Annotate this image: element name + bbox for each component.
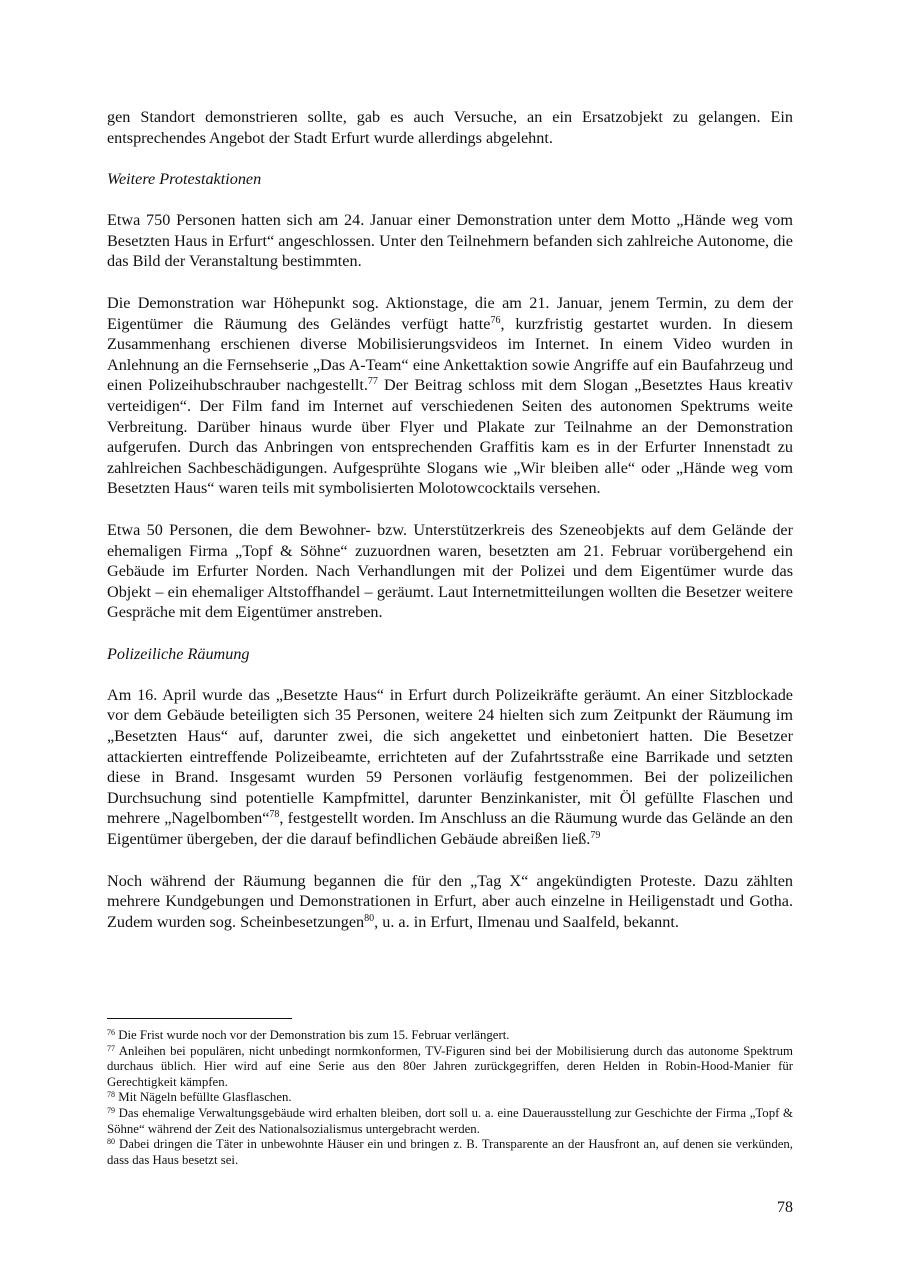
body-text <box>107 107 793 953</box>
footnote-ref-79: 79 <box>590 830 601 842</box>
footnote-80: $^{80}$ Dabei dringen die Täter in unbewohnte Häuser ein und bringen z. B. Transparente an der Hausfront an, auf denen sie verkünden, dass das Haus besetzt sei. <box>107 1137 793 1167</box>
section-heading-polizeiliche-raeumung: Polizeiliche Räumung <box>107 644 250 663</box>
paragraph-tag-x: Noch während der Räumung begannen die für den „Tag X“ angekündigten Proteste. Dazu zählten mehrere Kundgebungen und Demonstrationen in Erfurt, aber auch einzelne in Heiligenstadt und Gotha. Zudem wurden sog. Scheinbesetzungen$^{80}$, u. a. in Erfurt, Ilmenau und Saalfeld, bekannt. <box>107 871 793 931</box>
paragraph-demonstration: Etwa 750 Personen hatten sich am 24. Januar einer Demonstration unter dem Motto „Hände weg vom Besetzten Haus in Erfurt“ angeschlossen. Unter den Teilnehmern befanden sich zahlreiche Autonome, die das Bild der Veranstaltung bestimmten. <box>107 211 793 271</box>
footnote-number: 76 <box>107 1028 115 1037</box>
paragraph-aktionstage: Die Demonstration war Höhepunkt sog. Aktionstage, die am 21. Januar, jenem Termin, zu dem der Eigentümer die Räumung des Geländes verfügt hatte$^{76}$, kurzfristig gestartet wurden. In diesem Zusammenhang erschienen diverse Mobilisierungsvideos im Internet. In einem Video wurden in Anlehnung an die Fernsehserie „Das A-Team“ eine Ankettaktion sowie Angriffe auf ein Baufahrzeug und einen Polizeihubschrauber nachgestellt.$^{77}$ Der Beitrag schloss mit dem Slogan „Besetztes Haus kreativ verteidigen“. Der Film fand im Internet auf verschiedenen Seiten des autonomen Spektrums weite Verbreitung. Darüber hinaus wurde über Flyer und Plakate zur Teilnahme an der Demonstration aufgerufen. Durch das Anbringen von entsprechenden Graffitis kam es in der Erfurter Innenstadt zu zahlreichen Sachbeschädigungen. Aufgesprühte Slogans wie „Wir bleiben alle“ oder „Hände weg vom Besetzten Haus“ waren teils mit symbolisierten Molotowcocktails versehen. <box>107 293 793 498</box>
page-number: 78 <box>777 1199 793 1216</box>
footnote-77: $^{77}$ Anleihen bei populären, nicht unbedingt normkonformen, TV-Figuren sind bei der Mobilisierung durch das autonome Spektrum durchaus üblich. Hier wird auf eine Serie aus den 80er Jahren zurückgegriffen, deren Helden in Robin-Hood-Manier für Gerechtigkeit kämpfen. <box>107 1043 793 1089</box>
footnote-76: $^{76}$ Die Frist wurde noch vor der Demonstration bis zum 15. Februar verlängert. <box>107 1028 510 1042</box>
paragraph-raeumung: Am 16. April wurde das „Besetzte Haus“ in Erfurt durch Polizeikräfte geräumt. An einer Sitzblockade vor dem Gebäude beteiligten sich 35 Personen, weitere 24 hielten sich zum Zeitpunkt der Räumung im „Besetzten Haus“ auf, darunter zwei, die sich angekettet und einbetoniert hatten. Die Besetzer attackierten eintreffende Polizeibeamte, errichteten auf der Zufahrtsstraße eine Barrikade und setzten diese in Brand. Insgesamt wurden 59 Personen vorläufig festgenommen. Bei der polizeilichen Durchsuchung sind potentielle Kampfmittel, darunter Benzinkanister, mit Öl gefüllte Flaschen und mehrere „Nagelbomben“$^{78}$, festgestellt worden. Im Anschluss an die Räumung wurde das Gelände an den Eigentümer übergeben, der die darauf befindlichen Gebäude abreißen ließ.$^{79}$ <box>107 685 793 849</box>
footnote-number: 78 <box>107 1090 115 1100</box>
footnote-78: $^{78}$ Mit Nägeln befüllte Glasflaschen. <box>107 1090 292 1105</box>
footnote-79: $^{79}$ Das ehemalige Verwaltungsgebäude wird erhalten bleiben, dort soll u. a. eine Dauerausstellung zur Geschichte der Firma „Topf & Söhne“ während der Zeit des Nationalsozialismus untergebracht werden. <box>107 1105 793 1136</box>
footnotes <box>107 1018 793 1168</box>
footnote-number: 80 <box>107 1137 115 1147</box>
paragraph-intro: gen Standort demonstrieren sollte, gab es auch Versuche, an ein Ersatzobjekt zu gelangen. Ein entsprechendes Angebot der Stadt Erfurt wurde allerdings abgelehnt. <box>107 108 793 147</box>
paragraph-besetzung-norden: Etwa 50 Personen, die dem Bewohner- bzw. Unterstützerkreis des Szeneobjekts auf dem Gelände der ehemaligen Firma „Topf & Söhne“ zuzuordnen waren, besetzten am 21. Februar vorübergehend ein Gebäude im Erfurter Norden. Nach Verhandlungen mit der Polizei und dem Eigentümer wurde das Objekt – ein ehemaliger Altstoffhandel – geräumt. Laut Internetmitteilungen wollten die Besetzer weitere Gespräche mit dem Eigentümer anstreben. <box>107 520 793 622</box>
footnote-ref-78: 78 <box>269 809 280 821</box>
footnote-ref-80: 80 <box>364 912 375 924</box>
section-heading-weitere-protestaktionen: Weitere Protestaktionen <box>107 170 262 189</box>
footnote-divider <box>107 1018 292 1019</box>
footnote-ref-76: 76 <box>490 314 501 326</box>
footnote-ref-77: 77 <box>367 376 378 388</box>
footnote-number: 79 <box>107 1105 115 1115</box>
footnote-number: 77 <box>107 1043 115 1053</box>
